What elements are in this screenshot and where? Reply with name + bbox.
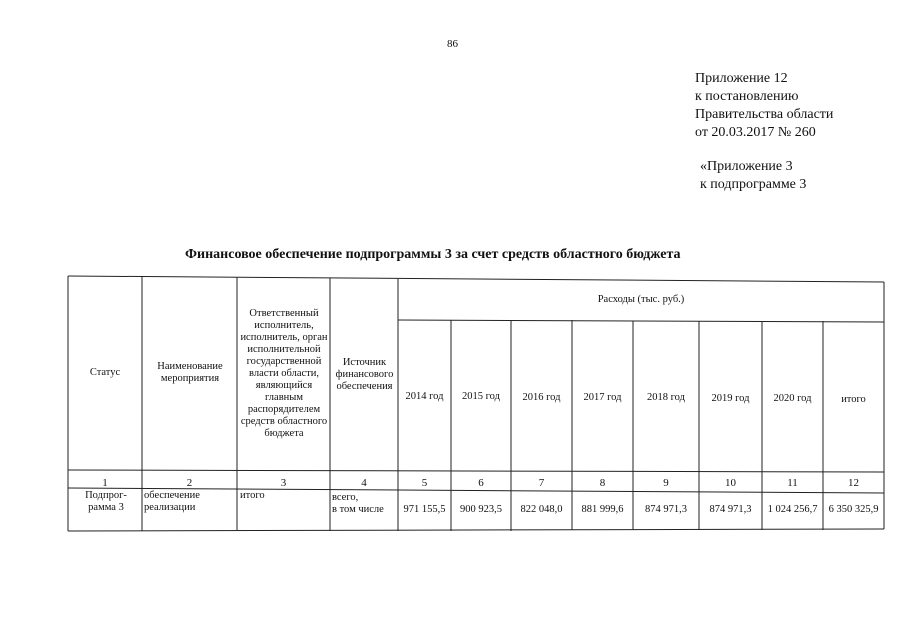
header-activity-label: Наименование мероприятия	[157, 361, 223, 384]
header-year	[572, 389, 633, 407]
cell-value: 900 923,5	[460, 504, 502, 515]
appendix-line: Приложение 12	[695, 71, 788, 86]
header-year	[762, 390, 823, 408]
header-year-label: 2020 год	[773, 393, 812, 404]
document-title: Финансовое обеспечение подпрограммы 3 за счет средств областного бюджета	[185, 247, 681, 262]
column-number: 3	[280, 477, 287, 489]
column-number: 7	[538, 477, 545, 489]
cell-value: 1 024 256,7	[767, 504, 818, 515]
cell-value: 822 048,0	[520, 504, 563, 515]
header-year	[398, 388, 451, 406]
column-number: 12	[848, 477, 859, 489]
header-year-label: 2015 год	[462, 391, 500, 402]
column-number: 8	[599, 477, 606, 489]
page-number: 86	[447, 38, 458, 50]
column-number: 5	[421, 477, 428, 489]
cell-executor: итого	[240, 490, 265, 501]
cell-activity: обеспечение реализации	[144, 490, 200, 513]
header-year-label: 2019 год	[711, 393, 750, 404]
header-year	[511, 389, 572, 407]
cell-source: всего, в том числе	[332, 492, 384, 515]
header-year	[451, 388, 511, 406]
header-year	[699, 390, 762, 408]
column-number: 10	[725, 477, 736, 489]
column-number: 11	[787, 477, 798, 489]
column-number: 2	[186, 477, 193, 489]
cell-status: Подпрог- рамма 3	[85, 490, 127, 513]
appendix-line: к постановлению	[695, 89, 799, 104]
header-expenses	[398, 290, 884, 310]
appendix-line: Правительства области	[695, 107, 834, 122]
header-status-label: Статус	[89, 367, 121, 378]
header-year-label: итого	[841, 394, 866, 405]
column-number: 6	[478, 477, 484, 489]
cell-value: 971 155,5	[403, 504, 446, 515]
column-number: 9	[663, 477, 669, 489]
header-year	[633, 389, 699, 407]
cell-value: 881 999,6	[581, 504, 624, 515]
header-source-label: Источник финансового обеспечения	[335, 357, 394, 392]
header-status	[68, 276, 142, 470]
header-year-label: 2018 год	[647, 392, 685, 403]
header-executor-label: Ответственный исполнитель, исполнитель, орган исполнительной государственной власти области, являющийся главным распорядителем средств областного бюджета	[240, 308, 328, 439]
subprogram-appendix-line: к подпрограмме 3	[700, 177, 807, 192]
header-expenses-label: Расходы (тыс. руб.)	[597, 294, 685, 305]
subprogram-appendix-line: «Приложение 3	[700, 159, 793, 174]
header-year-label: 2014 год	[405, 391, 444, 402]
cell-value-total: 6 350 325,9	[828, 504, 879, 515]
header-year-label: 2017 год	[583, 392, 622, 403]
cell-value: 874 971,3	[709, 504, 752, 515]
cell-value: 874 971,3	[645, 504, 687, 515]
header-source	[331, 278, 398, 472]
header-year-total	[823, 391, 884, 409]
column-number: 1	[102, 477, 108, 489]
header-year-label: 2016 год	[522, 392, 561, 403]
appendix-line: от 20.03.2017 № 260	[695, 125, 816, 140]
header-executor	[238, 282, 330, 466]
header-activity	[146, 276, 234, 470]
column-number: 4	[361, 477, 367, 489]
